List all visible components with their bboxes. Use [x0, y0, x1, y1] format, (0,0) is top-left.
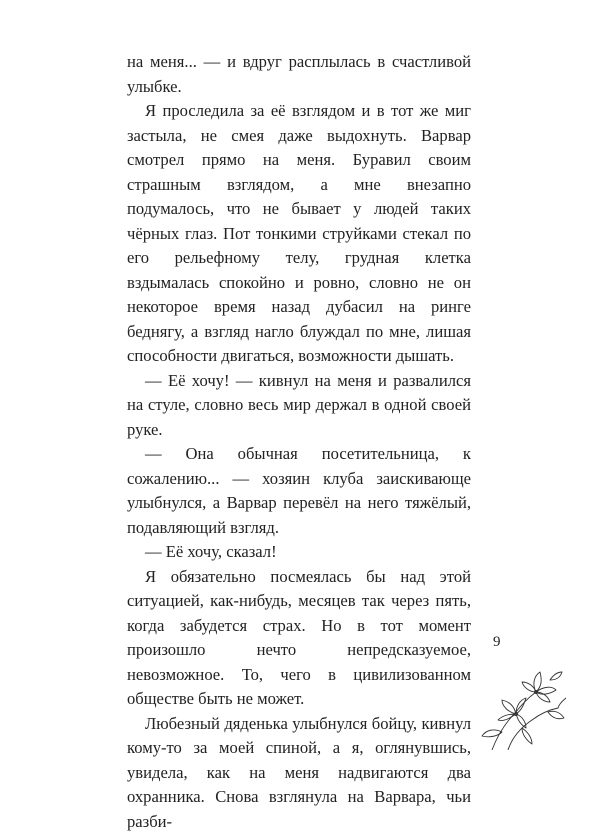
- dialogue-paragraph: — Её хочу, сказал!: [127, 540, 471, 565]
- dialogue-paragraph: — Она обычная посетительница, к сожалению... — хозяин клуба заискивающе улыбнулся, а Варвар перевёл на него тяжёлый, подавляющий взгляд.: [127, 442, 471, 540]
- dialogue-paragraph: — Её хочу! — кивнул на меня и развалился на стуле, словно весь мир держал в одной своей руке.: [127, 369, 471, 443]
- book-page-text: [127, 50, 471, 834]
- page-number: 9: [493, 634, 501, 651]
- paragraph: Любезный дяденька улыбнулся бойцу, кивнул кому-то за моей спиной, а я, оглянувшись, увидела, как на меня надвигаются два охранника. Снова взглянула на Варвара, чьи разби-: [127, 712, 471, 834]
- paragraph: Я проследила за её взглядом и в тот же миг застыла, не смея даже выдохнуть. Варвар смотрел прямо на меня. Буравил своим страшным взглядом, а мне внезапно подумалось, что не бывает у людей таких чёрных глаз. Пот тонкими струйками стекал по его рельефному телу, грудная клетка вздымалась спокойно и ровно, словно не он некоторое время назад дубасил на ринге беднягу, а взгляд нагло блуждал по мне, лишая способности двигаться, возможности дышать.: [127, 99, 471, 369]
- flower-ornament-icon: [462, 656, 566, 750]
- paragraph: Я обязательно посмеялась бы над этой ситуацией, как-нибудь, месяцев так через пять, когда забудется страх. Но в тот момент произошло нечто непредсказуемое, невозможное. То, чего в цивилизованном обществе быть не может.: [127, 565, 471, 712]
- paragraph-continued: на меня... — и вдруг расплылась в счастливой улыбке.: [127, 50, 471, 99]
